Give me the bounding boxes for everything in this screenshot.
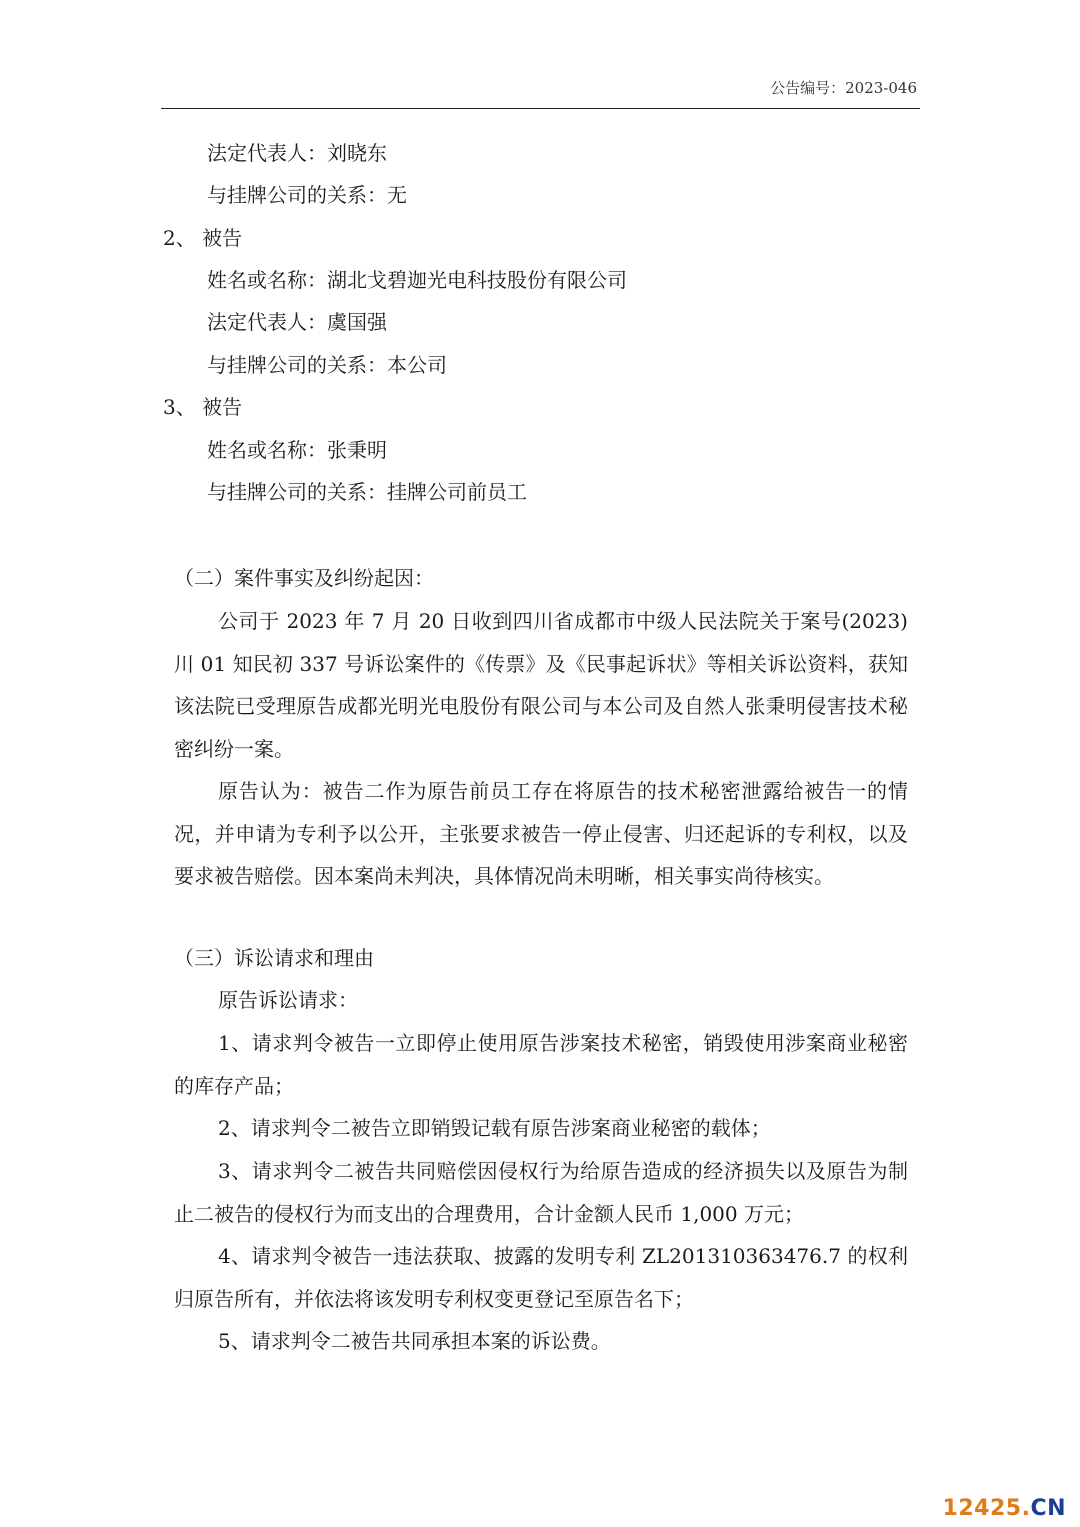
defendant2-heading: 2、 被告	[163, 226, 243, 250]
watermark-tld: CN	[1030, 1496, 1066, 1521]
claims-heading: （三）诉讼请求和理由	[174, 946, 374, 970]
facts-heading: （二）案件事实及纠纷起因：	[174, 566, 434, 590]
claim-item-4: 4、请求判令被告一违法获取、披露的发明专利 ZL201310363476.7 的权利归原告所有，并依法将该发明专利权变更登记至原告名下；	[174, 1244, 908, 1311]
watermark-number: 12425	[942, 1496, 1022, 1521]
plaintiff-legal-rep: 法定代表人：刘晓东	[207, 141, 387, 165]
defendant2-name: 姓名或名称：湖北戈碧迦光电科技股份有限公司	[207, 268, 627, 292]
facts-paragraph-1: 公司于 2023 年 7 月 20 日收到四川省成都市中级人民法院关于案号(2023)川 01 知民初 337 号诉讼案件的《传票》及《民事起诉状》等相关诉讼资料，获知该法院已受理原告成都光明光电股份有限公司与本公司及自然人张秉明侵害技术秘密纠纷一案。	[174, 609, 908, 761]
defendant2-relation: 与挂牌公司的关系：本公司	[207, 353, 447, 377]
defendant3-heading: 3、 被告	[163, 395, 243, 419]
claim-item-1: 1、请求判令被告一立即停止使用原告涉案技术秘密，销毁使用涉案商业秘密的库存产品；	[174, 1031, 908, 1098]
defendant3-relation: 与挂牌公司的关系：挂牌公司前员工	[207, 480, 527, 504]
claims-intro: 原告诉讼请求：	[218, 988, 358, 1012]
defendant3-name: 姓名或名称：张秉明	[207, 438, 387, 462]
defendant2-legal-rep: 法定代表人：虞国强	[207, 310, 387, 334]
claim-item-3: 3、请求判令二被告共同赔偿因侵权行为给原告造成的经济损失以及原告为制止二被告的侵权行为而支出的合理费用，合计金额人民币 1,000 万元；	[174, 1159, 908, 1226]
claim-item-2: 2、请求判令二被告立即销毁记载有原告涉案商业秘密的载体；	[218, 1116, 771, 1140]
header-divider	[161, 108, 920, 109]
facts-paragraph-2: 原告认为：被告二作为原告前员工存在将原告的技术秘密泄露给被告一的情况，并申请为专利予以公开，主张要求被告一停止侵害、归还起诉的专利权，以及要求被告赔偿。因本案尚未判决，具体情况尚未明晰，相关事实尚待核实。	[174, 779, 908, 888]
watermark-dot: .	[1021, 1496, 1031, 1521]
claim-item-5: 5、请求判令二被告共同承担本案的诉讼费。	[218, 1329, 611, 1353]
plaintiff-relation: 与挂牌公司的关系：无	[207, 183, 407, 207]
announcement-number: 公告编号：2023-046	[770, 79, 917, 97]
site-watermark	[943, 1496, 1066, 1521]
